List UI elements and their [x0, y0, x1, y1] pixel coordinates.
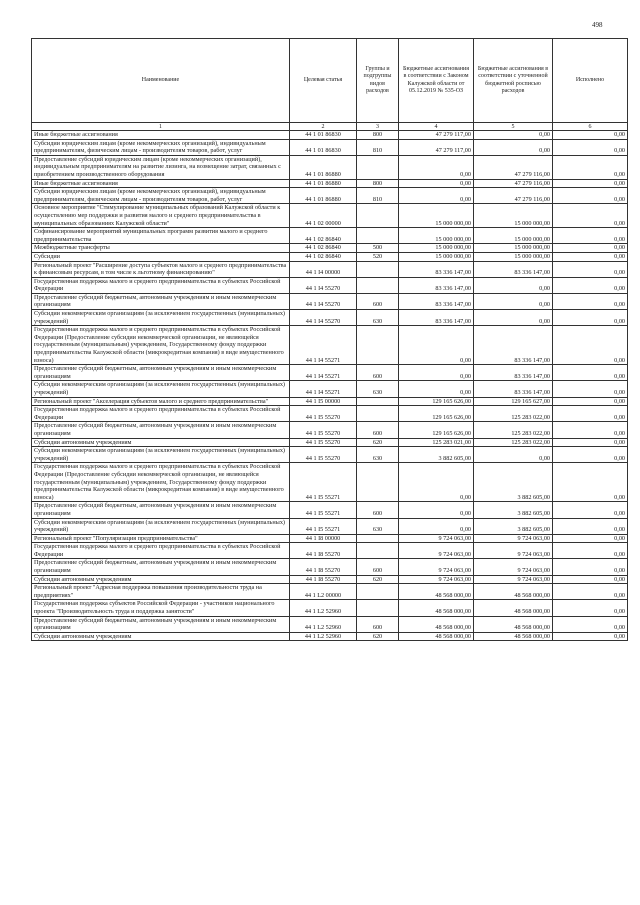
row-name: Региональный проект "Акселерация субъектов малого и среднего предпринимательства"	[32, 397, 290, 406]
row-name: Межбюджетные трансферты	[32, 244, 290, 253]
page-number: 498	[592, 21, 603, 29]
row-target-article: 44 1 02 86840	[290, 244, 357, 253]
row-law-amount: 48 568 000,00	[399, 616, 474, 632]
row-expense-group: 630	[357, 381, 399, 397]
row-law-amount: 0,00	[399, 518, 474, 534]
row-updated-amount: 9 724 063,00	[474, 559, 553, 575]
row-expense-group: 600	[357, 293, 399, 309]
row-expense-group	[357, 543, 399, 559]
row-updated-amount: 48 568 000,00	[474, 616, 553, 632]
row-law-amount: 0,00	[399, 365, 474, 381]
row-executed-amount: 0,00	[553, 326, 628, 365]
table-row	[32, 422, 628, 438]
row-executed-amount: 0,00	[553, 252, 628, 261]
row-expense-group	[357, 534, 399, 543]
row-expense-group: 600	[357, 502, 399, 518]
header-name: Наименование	[32, 39, 290, 123]
row-executed-amount: 0,00	[553, 188, 628, 204]
row-expense-group: 600	[357, 559, 399, 575]
row-executed-amount: 0,00	[553, 616, 628, 632]
table-row	[32, 326, 628, 365]
row-law-amount: 48 568 000,00	[399, 600, 474, 616]
header-law-allocations: Бюджетные ассигнования в соответствии с Законом Калужской области от 05.12.2019 № 535-ОЗ	[399, 39, 474, 123]
row-law-amount: 129 165 626,00	[399, 397, 474, 406]
row-law-amount: 83 336 147,00	[399, 277, 474, 293]
row-name: Государственная поддержка малого и среднего предпринимательства в субъектах Российской Федерации	[32, 543, 290, 559]
row-executed-amount: 0,00	[553, 632, 628, 641]
row-expense-group: 620	[357, 438, 399, 447]
row-law-amount: 15 000 000,00	[399, 244, 474, 253]
row-updated-amount: 125 283 022,00	[474, 406, 553, 422]
row-executed-amount: 0,00	[553, 244, 628, 253]
row-target-article: 44 1 I5 00000	[290, 397, 357, 406]
row-target-article: 44 1 L2 52960	[290, 600, 357, 616]
table-row	[32, 616, 628, 632]
row-executed-amount: 0,00	[553, 397, 628, 406]
row-law-amount: 129 165 626,00	[399, 406, 474, 422]
row-expense-group	[357, 463, 399, 502]
row-updated-amount: 3 882 605,00	[474, 463, 553, 502]
column-number: 1	[32, 123, 290, 131]
row-updated-amount: 83 336 147,00	[474, 326, 553, 365]
row-expense-group: 630	[357, 447, 399, 463]
row-law-amount: 0,00	[399, 188, 474, 204]
table-row	[32, 179, 628, 188]
header-row	[32, 39, 628, 123]
row-updated-amount: 83 336 147,00	[474, 365, 553, 381]
row-expense-group	[357, 600, 399, 616]
row-expense-group	[357, 584, 399, 600]
row-name: Иные бюджетные ассигнования	[32, 131, 290, 140]
row-target-article: 44 1 L2 00000	[290, 584, 357, 600]
row-target-article: 44 1 I4 00000	[290, 261, 357, 277]
row-executed-amount: 0,00	[553, 261, 628, 277]
row-target-article: 44 1 I4 55270	[290, 310, 357, 326]
table-row	[32, 447, 628, 463]
row-name: Государственная поддержка субъектов Российской Федерации - участников национального проекта "Производительность труда и поддержка занятости"	[32, 600, 290, 616]
row-target-article: 44 1 I5 55270	[290, 422, 357, 438]
row-expense-group: 600	[357, 365, 399, 381]
table-row	[32, 575, 628, 584]
row-updated-amount: 129 165 627,00	[474, 397, 553, 406]
row-name: Субсидии некоммерческим организациям (за исключением государственных (муниципальных) учреждений)	[32, 447, 290, 463]
row-executed-amount: 0,00	[553, 543, 628, 559]
row-target-article: 44 1 L2 52960	[290, 632, 357, 641]
row-executed-amount: 0,00	[553, 179, 628, 188]
row-executed-amount: 0,00	[553, 139, 628, 155]
table-row	[32, 534, 628, 543]
table-row	[32, 252, 628, 261]
row-name: Государственная поддержка малого и среднего предпринимательства в субъектах Российской Федерации	[32, 406, 290, 422]
row-name: Региональный проект "Расширение доступа субъектов малого и среднего предпринимательства к финансовым ресурсам, в том числе к льготному финансированию"	[32, 261, 290, 277]
row-target-article: 44 1 I4 55271	[290, 326, 357, 365]
row-updated-amount: 3 882 605,00	[474, 502, 553, 518]
column-number: 2	[290, 123, 357, 131]
row-target-article: 44 1 I5 55271	[290, 518, 357, 534]
table-row	[32, 155, 628, 179]
row-updated-amount: 15 000 000,00	[474, 252, 553, 261]
row-executed-amount: 0,00	[553, 600, 628, 616]
table-row	[32, 204, 628, 228]
row-target-article: 44 1 02 86840	[290, 252, 357, 261]
row-expense-group: 600	[357, 422, 399, 438]
row-name: Предоставление субсидий бюджетным, автономным учреждениям и иным некоммерческим организациям	[32, 502, 290, 518]
row-expense-group: 810	[357, 188, 399, 204]
row-target-article: 44 1 I4 55270	[290, 293, 357, 309]
table-row	[32, 559, 628, 575]
row-law-amount: 3 882 605,00	[399, 447, 474, 463]
row-executed-amount: 0,00	[553, 365, 628, 381]
row-expense-group	[357, 228, 399, 244]
row-name: Софинансирование мероприятий муниципальных программ развития малого и среднего предпринимательства	[32, 228, 290, 244]
row-law-amount: 0,00	[399, 179, 474, 188]
row-law-amount: 47 279 117,00	[399, 131, 474, 140]
row-law-amount: 0,00	[399, 326, 474, 365]
table-row	[32, 406, 628, 422]
row-name: Субсидии некоммерческим организациям (за исключением государственных (муниципальных) учреждений)	[32, 381, 290, 397]
row-law-amount: 129 165 626,00	[399, 422, 474, 438]
row-law-amount: 9 724 063,00	[399, 575, 474, 584]
row-updated-amount: 125 283 022,00	[474, 422, 553, 438]
row-updated-amount: 9 724 063,00	[474, 575, 553, 584]
row-expense-group: 500	[357, 244, 399, 253]
row-updated-amount: 48 568 000,00	[474, 584, 553, 600]
row-expense-group: 620	[357, 575, 399, 584]
row-executed-amount: 0,00	[553, 447, 628, 463]
row-updated-amount: 0,00	[474, 139, 553, 155]
row-target-article: 44 1 I5 55271	[290, 502, 357, 518]
row-target-article: 44 1 I8 55270	[290, 559, 357, 575]
row-name: Субсидии автономным учреждениям	[32, 438, 290, 447]
column-number: 3	[357, 123, 399, 131]
row-executed-amount: 0,00	[553, 406, 628, 422]
row-law-amount: 83 336 147,00	[399, 293, 474, 309]
row-target-article: 44 1 L2 52960	[290, 616, 357, 632]
row-expense-group: 800	[357, 131, 399, 140]
row-target-article: 44 1 I4 55270	[290, 277, 357, 293]
row-updated-amount: 9 724 063,00	[474, 534, 553, 543]
row-name: Субсидии автономным учреждениям	[32, 632, 290, 641]
row-updated-amount: 47 279 116,00	[474, 179, 553, 188]
row-executed-amount: 0,00	[553, 559, 628, 575]
row-target-article: 44 1 I8 00000	[290, 534, 357, 543]
table-row	[32, 228, 628, 244]
row-executed-amount: 0,00	[553, 463, 628, 502]
row-executed-amount: 0,00	[553, 534, 628, 543]
row-name: Предоставление субсидий бюджетным, автономным учреждениям и иным некоммерческим организациям	[32, 293, 290, 309]
row-target-article: 44 1 I8 55270	[290, 575, 357, 584]
row-target-article: 44 1 I8 55270	[290, 543, 357, 559]
row-name: Основное мероприятие "Стимулирование муниципальных образований Калужской области к осуществлению мер поддержки и развития малого и среднего предпринимательства в муниципальных образованиях Калужской области"	[32, 204, 290, 228]
row-executed-amount: 0,00	[553, 204, 628, 228]
row-law-amount: 15 000 000,00	[399, 204, 474, 228]
row-law-amount: 0,00	[399, 155, 474, 179]
row-name: Региональный проект "Популяризация предпринимательства"	[32, 534, 290, 543]
row-law-amount: 83 336 147,00	[399, 261, 474, 277]
row-expense-group: 630	[357, 310, 399, 326]
row-law-amount: 48 568 000,00	[399, 584, 474, 600]
row-expense-group: 620	[357, 632, 399, 641]
row-name: Предоставление субсидий юридическим лицам (кроме некоммерческих организаций), индивидуальным предпринимателям на развитие лизинга, на возмещение затрат, связанных с приобретением производственного оборудования	[32, 155, 290, 179]
row-name: Субсидии автономным учреждениям	[32, 575, 290, 584]
table-row	[32, 188, 628, 204]
table-row	[32, 310, 628, 326]
row-law-amount: 0,00	[399, 502, 474, 518]
row-name: Региональный проект "Адресная поддержка повышения производительности труда на предприятиях"	[32, 584, 290, 600]
column-number: 6	[553, 123, 628, 131]
table-row	[32, 438, 628, 447]
row-updated-amount: 15 000 000,00	[474, 204, 553, 228]
table-row	[32, 632, 628, 641]
table-row	[32, 293, 628, 309]
row-name: Государственная поддержка малого и среднего предпринимательства в субъектах Российской Федерации (Предоставление субсидии некоммерческой организации, не являющейся государственным (муниципальным) учреждением, Государственному фонду поддержки предпринимательства Калужской области (микрокредитная компания) в виде имущественного взноса)	[32, 463, 290, 502]
row-target-article: 44 1 01 86830	[290, 131, 357, 140]
row-executed-amount: 0,00	[553, 422, 628, 438]
row-updated-amount: 47 279 116,00	[474, 155, 553, 179]
row-law-amount: 0,00	[399, 463, 474, 502]
row-name: Предоставление субсидий бюджетным, автономным учреждениям и иным некоммерческим организациям	[32, 422, 290, 438]
row-name: Субсидии некоммерческим организациям (за исключением государственных (муниципальных) учреждений)	[32, 518, 290, 534]
row-executed-amount: 0,00	[553, 310, 628, 326]
table-row	[32, 543, 628, 559]
table-row	[32, 139, 628, 155]
row-target-article: 44 1 01 86880	[290, 188, 357, 204]
row-name: Субсидии юридическим лицам (кроме некоммерческих организаций), индивидуальным предпринимателям, физическим лицам - производителям товаров, работ, услуг	[32, 139, 290, 155]
row-target-article: 44 1 I5 55270	[290, 447, 357, 463]
row-updated-amount: 83 336 147,00	[474, 261, 553, 277]
row-executed-amount: 0,00	[553, 575, 628, 584]
table-row	[32, 502, 628, 518]
row-name: Иные бюджетные ассигнования	[32, 179, 290, 188]
table-row	[32, 600, 628, 616]
table-row	[32, 244, 628, 253]
row-target-article: 44 1 01 86880	[290, 155, 357, 179]
row-expense-group	[357, 406, 399, 422]
row-expense-group	[357, 277, 399, 293]
row-law-amount: 9 724 063,00	[399, 559, 474, 575]
row-name: Субсидии юридическим лицам (кроме некоммерческих организаций), индивидуальным предпринимателям, физическим лицам - производителям товаров, работ, услуг	[32, 188, 290, 204]
row-name: Предоставление субсидий бюджетным, автономным учреждениям и иным некоммерческим организациям	[32, 559, 290, 575]
row-name: Субсидии некоммерческим организациям (за исключением государственных (муниципальных) учреждений)	[32, 310, 290, 326]
row-law-amount: 47 279 117,00	[399, 139, 474, 155]
row-target-article: 44 1 I5 55270	[290, 438, 357, 447]
row-law-amount: 0,00	[399, 381, 474, 397]
table-row	[32, 397, 628, 406]
row-executed-amount: 0,00	[553, 381, 628, 397]
row-name: Предоставление субсидий бюджетным, автономным учреждениям и иным некоммерческим организациям	[32, 616, 290, 632]
row-law-amount: 83 336 147,00	[399, 310, 474, 326]
row-target-article: 44 1 I5 55270	[290, 406, 357, 422]
row-target-article: 44 1 I5 55271	[290, 463, 357, 502]
table-row	[32, 277, 628, 293]
row-name: Государственная поддержка малого и среднего предпринимательства в субъектах Российской Федерации (Предоставление субсидии некоммерческой организации, не являющейся государственным (муниципальным) учреждением, Государственному фонду поддержки предпринимательства Калужской области (микрокредитная компания) в виде имущественного взноса)	[32, 326, 290, 365]
column-number: 4	[399, 123, 474, 131]
header-executed: Исполнено	[553, 39, 628, 123]
row-executed-amount: 0,00	[553, 518, 628, 534]
table-row	[32, 584, 628, 600]
row-law-amount: 15 000 000,00	[399, 252, 474, 261]
table-row	[32, 518, 628, 534]
table-row	[32, 463, 628, 502]
table-row	[32, 365, 628, 381]
row-updated-amount: 48 568 000,00	[474, 600, 553, 616]
header-expense-groups: Группы и подгруппы видов расходов	[357, 39, 399, 123]
row-updated-amount: 0,00	[474, 131, 553, 140]
row-expense-group: 800	[357, 179, 399, 188]
row-updated-amount: 0,00	[474, 310, 553, 326]
table-row	[32, 261, 628, 277]
row-target-article: 44 1 02 00000	[290, 204, 357, 228]
row-updated-amount: 125 283 022,00	[474, 438, 553, 447]
row-updated-amount: 0,00	[474, 293, 553, 309]
row-law-amount: 48 568 000,00	[399, 632, 474, 641]
column-number-row	[32, 123, 628, 131]
row-target-article: 44 1 I4 55271	[290, 381, 357, 397]
row-executed-amount: 0,00	[553, 502, 628, 518]
row-law-amount: 9 724 063,00	[399, 534, 474, 543]
row-executed-amount: 0,00	[553, 155, 628, 179]
row-expense-group	[357, 204, 399, 228]
row-executed-amount: 0,00	[553, 277, 628, 293]
row-target-article: 44 1 02 86840	[290, 228, 357, 244]
row-target-article: 44 1 01 86880	[290, 179, 357, 188]
row-updated-amount: 3 882 605,00	[474, 518, 553, 534]
row-updated-amount: 9 724 063,00	[474, 543, 553, 559]
budget-table	[31, 38, 628, 641]
row-expense-group	[357, 155, 399, 179]
header-target-article: Целевая статья	[290, 39, 357, 123]
row-expense-group: 520	[357, 252, 399, 261]
row-law-amount: 15 000 000,00	[399, 228, 474, 244]
row-name: Субсидии	[32, 252, 290, 261]
row-updated-amount: 15 000 000,00	[474, 228, 553, 244]
row-expense-group	[357, 326, 399, 365]
row-executed-amount: 0,00	[553, 131, 628, 140]
row-expense-group: 600	[357, 616, 399, 632]
row-expense-group	[357, 397, 399, 406]
row-law-amount: 125 283 021,00	[399, 438, 474, 447]
row-executed-amount: 0,00	[553, 584, 628, 600]
row-executed-amount: 0,00	[553, 438, 628, 447]
row-updated-amount: 0,00	[474, 277, 553, 293]
row-updated-amount: 47 279 116,00	[474, 188, 553, 204]
row-executed-amount: 0,00	[553, 228, 628, 244]
row-expense-group	[357, 261, 399, 277]
row-expense-group: 810	[357, 139, 399, 155]
row-name: Государственная поддержка малого и среднего предпринимательства в субъектах Российской Федерации	[32, 277, 290, 293]
row-name: Предоставление субсидий бюджетным, автономным учреждениям и иным некоммерческим организациям	[32, 365, 290, 381]
row-updated-amount: 48 568 000,00	[474, 632, 553, 641]
row-target-article: 44 1 01 86830	[290, 139, 357, 155]
row-executed-amount: 0,00	[553, 293, 628, 309]
table-row	[32, 131, 628, 140]
row-expense-group: 630	[357, 518, 399, 534]
row-updated-amount: 15 000 000,00	[474, 244, 553, 253]
row-law-amount: 9 724 063,00	[399, 543, 474, 559]
row-updated-amount: 83 336 147,00	[474, 381, 553, 397]
table-body	[32, 131, 628, 641]
column-number: 5	[474, 123, 553, 131]
table-row	[32, 381, 628, 397]
row-target-article: 44 1 I4 55271	[290, 365, 357, 381]
row-updated-amount: 0,00	[474, 447, 553, 463]
header-updated-allocations: Бюджетные ассигнования в соответствии с уточненной бюджетной росписью расходов	[474, 39, 553, 123]
